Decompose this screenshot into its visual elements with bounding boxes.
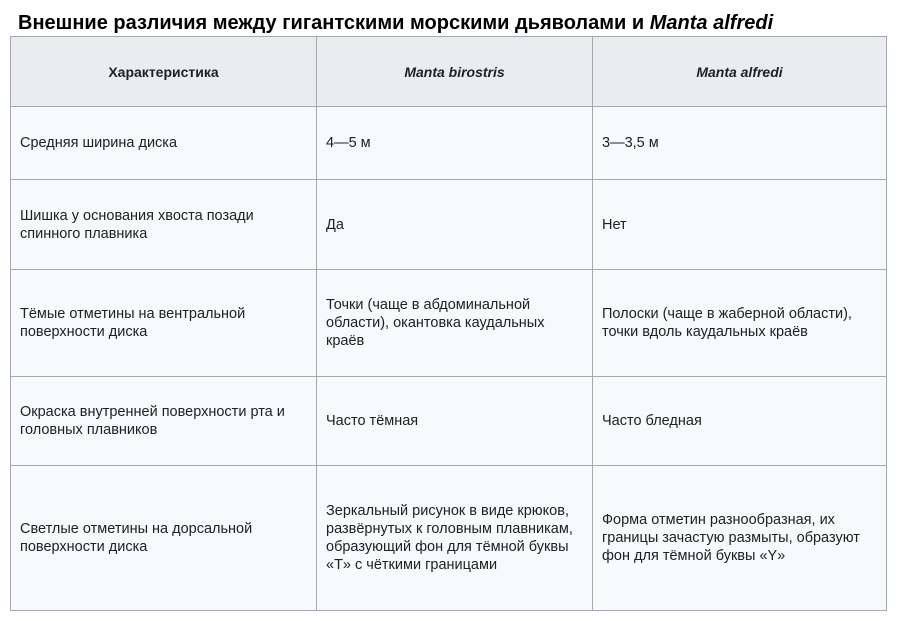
- cell-alfredi: Часто бледная: [593, 377, 887, 466]
- cell-feature: Средняя ширина диска: [11, 107, 317, 180]
- table-caption-text: Внешние различия между гигантскими морскими дьяволами и: [18, 12, 650, 34]
- cell-feature: Тёмые отметины на вентральной поверхности диска: [11, 270, 317, 377]
- comparison-table: [10, 36, 887, 611]
- cell-feature: Окраска внутренней поверхности рта и головных плавников: [11, 377, 317, 466]
- cell-feature: Шишка у основания хвоста позади спинного плавника: [11, 180, 317, 270]
- table-row: [11, 180, 887, 270]
- table-row: [11, 377, 887, 466]
- header-characteristic: Характеристика: [11, 37, 317, 107]
- cell-alfredi: Нет: [593, 180, 887, 270]
- cell-alfredi: Полоски (чаще в жаберной области), точки вдоль каудальных краёв: [593, 270, 887, 377]
- cell-birostris: Точки (чаще в абдоминальной области), окантовка каудальных краёв: [317, 270, 593, 377]
- header-manta-birostris: Manta birostris: [317, 37, 593, 107]
- cell-alfredi: Форма отметин разнообразная, их границы зачастую размыты, образуют фон для тёмной буквы «Y»: [593, 466, 887, 611]
- cell-birostris: Зеркальный рисунок в виде крюков, развёрнутых к головным плавникам, образующий фон для тёмной буквы «T» с чёткими границами: [317, 466, 593, 611]
- cell-feature: Светлые отметины на дорсальной поверхности диска: [11, 466, 317, 611]
- cell-birostris: Да: [317, 180, 593, 270]
- table-row: [11, 107, 887, 180]
- cell-birostris: 4—5 м: [317, 107, 593, 180]
- table-caption: [18, 10, 773, 36]
- table-row: [11, 466, 887, 611]
- table-caption-species: Manta alfredi: [649, 12, 774, 34]
- header-manta-alfredi: Manta alfredi: [593, 37, 887, 107]
- table-header-row: [11, 37, 887, 107]
- table-row: [11, 270, 887, 377]
- cell-alfredi: 3—3,5 м: [593, 107, 887, 180]
- cell-birostris: Часто тёмная: [317, 377, 593, 466]
